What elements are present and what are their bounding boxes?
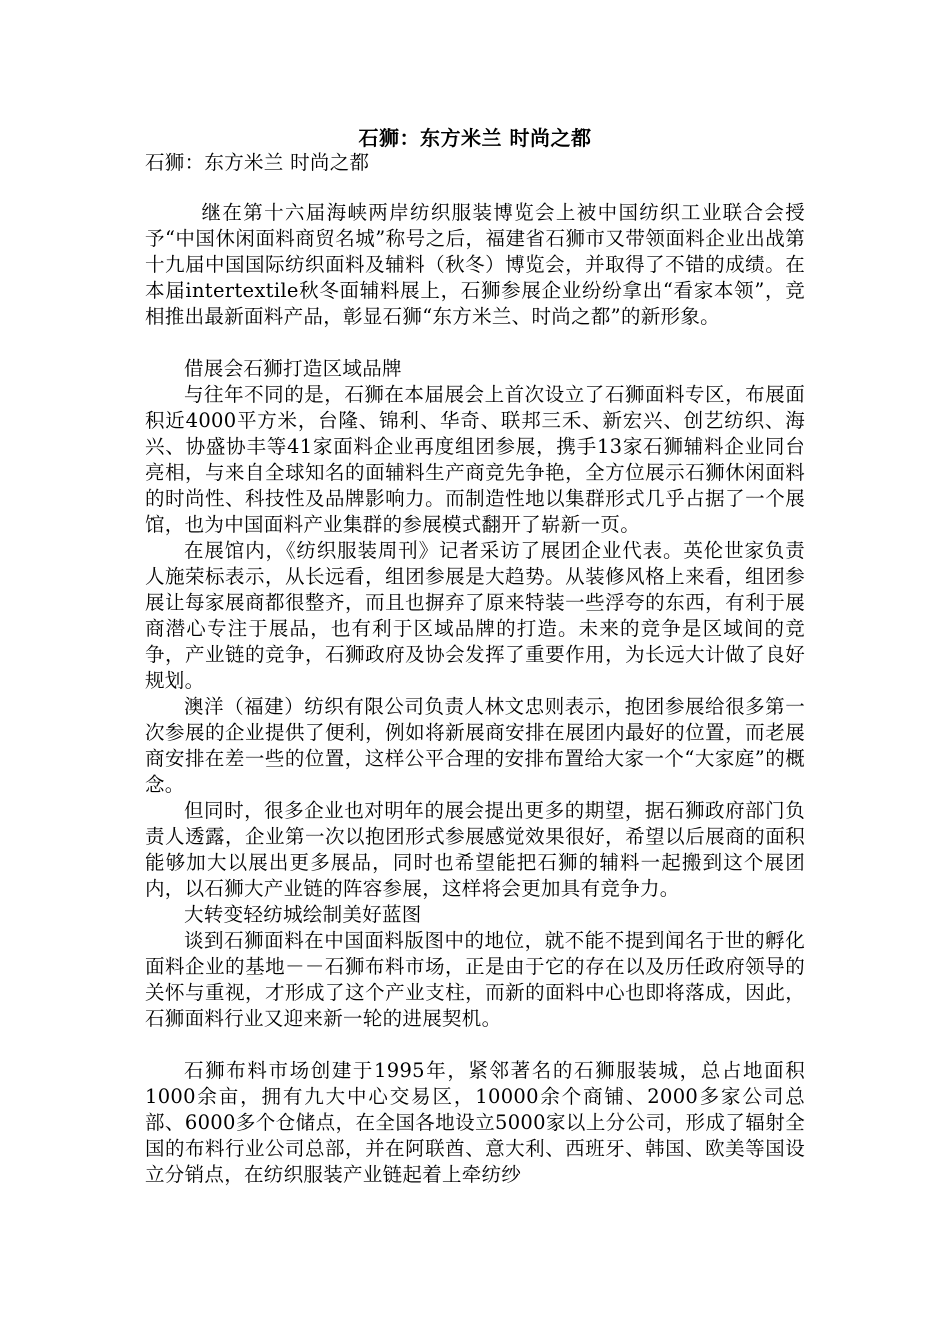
document-body [145,200,805,1188]
document-subtitle: 石狮：东方米兰 时尚之都 [145,151,370,174]
paragraph-fabric-market: 谈到石狮面料在中国面料版图中的地位，就不能不提到闻名于世的孵化面料企业的基地－－石狮布料市场，正是由于它的存在以及历任政府领导的关怀与重视，才形成了这个产业支柱，而新的面料中心也即将落成，因此，石狮面料行业又迎来新一轮的进展契机。 [145,929,805,1030]
paragraph-intro: 继在第十六届海峡两岸纺织服装博览会上被中国纺织工业联合会授予“中国休闲面料商贸名城”称号之后，福建省石狮市又带领面料企业出战第十九届中国国际纺织面料及辅料（秋冬）博览会，并取得了不错的成绩。在本届intertextile秋冬面辅料展上，石狮参展企业纷纷拿出“看家本领”，竞相推出最新面料产品，彰显石狮“东方米兰、时尚之都”的新形象。 [145,201,805,328]
paragraph-interview: 在展馆内，《纺织服装周刊》记者采访了展团企业代表。英伦世家负责人施荣标表示，从长远看，组团参展是大趋势。从装修风格上来看，组团参展让每家展商都很整齐，而且也摒弃了原来特装一些浮夸的东西，有利于展商潜心专注于展品，也有利于区域品牌的打造。未来的竞争是区域间的竞争，产业链的竞争，石狮政府及协会发挥了重要作用，为长远大计做了良好规划。 [145,539,805,692]
paragraph-expectations: 但同时，很多企业也对明年的展会提出更多的期望，据石狮政府部门负责人透露，企业第一次以抱团形式参展感觉效果很好，希望以后展商的面积能够加大以展出更多展品，同时也希望能把石狮的辅料一起搬到这个展团内，以石狮大产业链的阵容参展，这样将会更加具有竞争力。 [145,799,805,900]
section-heading-regional-brand: 借展会石狮打造区域品牌 [184,357,402,380]
document-title: 石狮：东方米兰 时尚之都 [358,126,592,150]
paragraph-aoyang: 澳洋（福建）纺织有限公司负责人林文忠则表示，抱团参展给很多第一次参展的企业提供了便利，例如将新展商安排在展团内最好的位置，而老展商安排在差一些的位置，这样公平合理的安排布置给大家一个“大家庭”的概念。 [145,695,805,796]
paragraph-spacer [145,330,805,356]
section-heading-blueprint: 大转变轻纺城绘制美好蓝图 [184,903,422,926]
paragraph-market-history: 石狮布料市场创建于1995年，紧邻著名的石狮服装城，总占地面积1000余亩，拥有九大中心交易区，10000余个商铺、2000多家公司总部、6000多个仓储点，在全国各地设立5000家以上分公司，形成了辐射全国的布料行业公司总部，并在阿联酋、意大利、西班牙、韩国、欧美等国设立分销点，在纺织服装产业链起着上牵纺纱 [145,1059,805,1186]
paragraph-spacer [145,1032,805,1058]
paragraph-exhibition-zone: 与往年不同的是，石狮在本届展会上首次设立了石狮面料专区，布展面积近4000平方米，台隆、锦利、华奇、联邦三禾、新宏兴、创艺纺织、海兴、协盛协丰等41家面料企业再度组团参展，携手13家石狮辅料企业同台亮相，与来自全球知名的面辅料生产商竞先争艳，全方位展示石狮休闲面料的时尚性、科技性及品牌影响力。而制造性地以集群形式几乎占据了一个展馆，也为中国面料产业集群的参展模式翻开了崭新一页。 [145,383,805,536]
